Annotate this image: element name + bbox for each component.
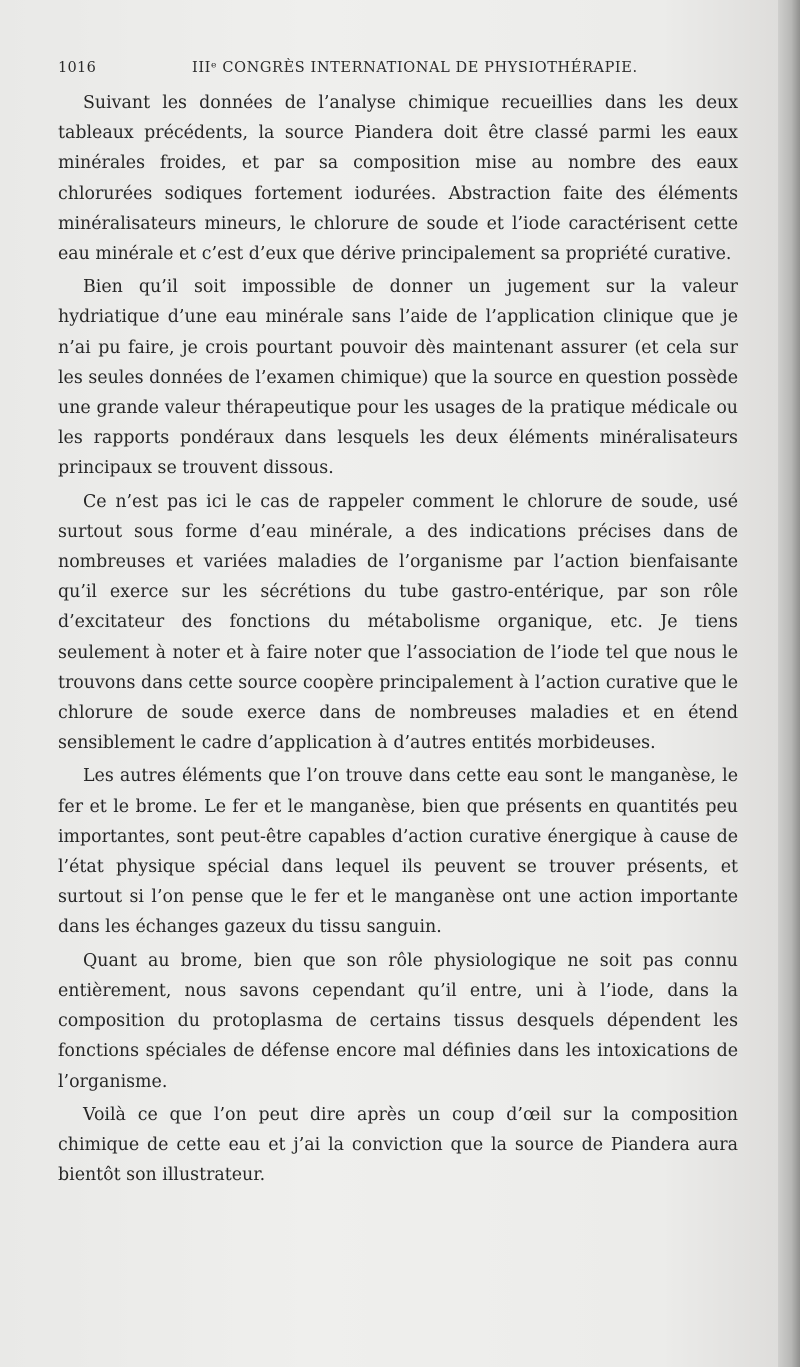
page-header: [58, 60, 738, 82]
paragraph: Bien qu’il soit impossible de donner un jugement sur la valeur hydriatique d’une eau minérale sans l’aide de l’application clinique que je n’ai pu faire, je crois pourtant pouvoir dès maintenant assurer (et cela sur les seules données de l’examen chimique) que la source en question possède une grande valeur thérapeutique pour les usages de la pratique médicale ou les rapports pondéraux dans lesquels les deux éléments minéralisateurs principaux se trouvent dissous.: [58, 277, 738, 479]
body-text: [58, 88, 738, 1193]
running-title: IIIᵉ CONGRÈS INTERNATIONAL DE PHYSIOTHÉRAPIE.: [192, 60, 638, 76]
page-edge-shadow: [778, 0, 800, 1367]
page-number: 1016: [58, 60, 97, 76]
paragraph: Les autres éléments que l’on trouve dans cette eau sont le manganèse, le fer et le brome. Le fer et le manganèse, bien que présents en quantités peu importantes, sont peut-être capables d’action curative énergique à cause de l’état physique spécial dans lequel ils peuvent se trouver présents, et surtout si l’on pense que le fer et le manganèse ont une action importante dans les échanges gazeux du tissu sanguin.: [58, 766, 738, 938]
paragraph: Voilà ce que l’on peut dire après un coup d’œil sur la composition chimique de cette eau et j’ai la conviction que la source de Piandera aura bientôt son illustrateur.: [58, 1104, 738, 1186]
paragraph: Ce n’est pas ici le cas de rappeler comment le chlorure de soude, usé surtout sous forme d’eau minérale, a des indications précises dans de nombreuses et variées maladies de l’organisme par l’action bienfaisante qu’il exerce sur les sécrétions du tube gastro-entérique, par son rôle d’excitateur des fonctions du métabolisme organique, etc. Je tiens seulement à noter et à faire noter que l’association de l’iode tel que nous le trouvons dans cette source coopère principalement à l’action curative que le chlorure de soude exerce dans de nombreuses maladies et en étend sensiblement le cadre d’application à d’autres entités morbideuses.: [58, 491, 738, 754]
paragraph: Suivant les données de l’analyse chimique recueillies dans les deux tableaux précédents, la source Piandera doit être classé parmi les eaux minérales froides, et par sa composition mise au nombre des eaux chlorurées sodiques fortement iodurées. Abstraction faite des éléments minéralisateurs mineurs, le chlorure de soude et l’iode caractérisent cette eau minérale et c’est d’eux que dérive principalement sa propriété curative.: [58, 93, 738, 265]
paragraph: Quant au brome, bien que son rôle physiologique ne soit pas connu entièrement, nous savons cependant qu’il entre, uni à l’iode, dans la composition du protoplasma de certains tissus desquels dépendent les fonctions spéciales de défense encore mal définies dans les intoxications de l’organisme.: [58, 950, 738, 1092]
